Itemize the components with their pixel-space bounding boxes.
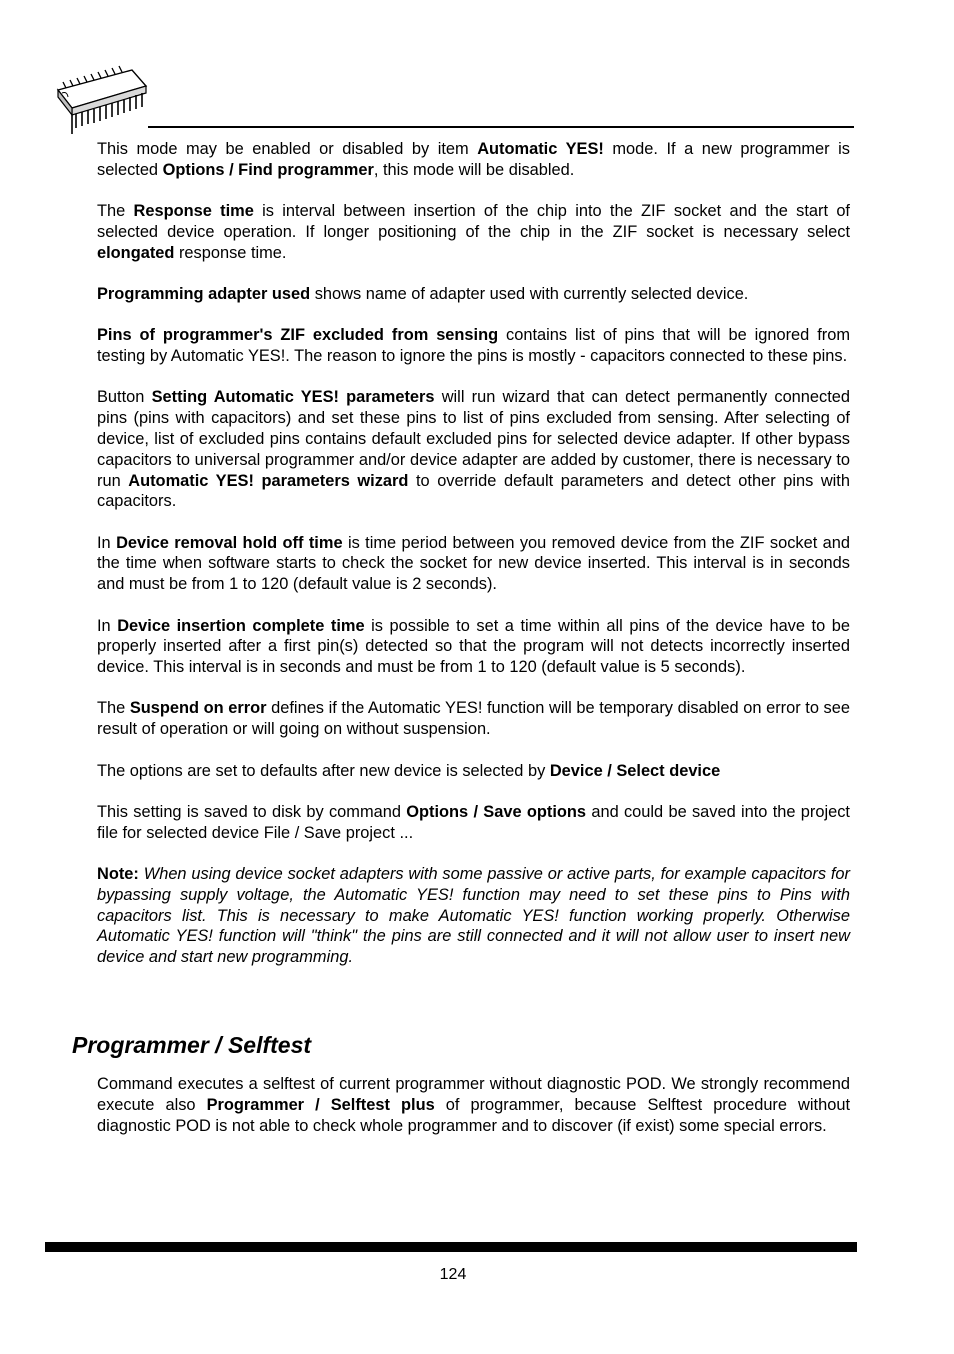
text-run: and could be saved into the project file for selected device File / Save project ... bbox=[97, 802, 850, 842]
bold-term: Note: bbox=[97, 864, 139, 883]
text-run: mode. If a new programmer is selected bbox=[97, 140, 850, 179]
header-rule bbox=[148, 126, 854, 128]
text-run: defines if the Automatic YES! function will be temporary disabled on error to see result of operation or will going on without suspension. bbox=[97, 699, 850, 739]
paragraph bbox=[97, 387, 850, 512]
bold-term: Device removal hold off time bbox=[116, 533, 343, 552]
body-text bbox=[97, 139, 850, 988]
bold-term: elongated bbox=[97, 243, 175, 262]
paragraph bbox=[97, 616, 850, 678]
text-run: is time period between you removed device from the ZIF socket and the time when software starts to check the socket for new device inserted. This interval is in seconds and must be from 1 to 120 (default value is 2 seconds). bbox=[97, 533, 850, 594]
paragraph bbox=[97, 139, 850, 181]
text-run: The options are set to defaults after new device is selected by bbox=[97, 761, 550, 780]
paragraph bbox=[97, 325, 850, 367]
paragraph bbox=[97, 1074, 850, 1136]
text-run: The bbox=[97, 699, 130, 718]
bold-term: Response time bbox=[133, 202, 254, 221]
bold-term: Programming adapter used bbox=[97, 284, 311, 303]
paragraph bbox=[97, 201, 850, 263]
paragraph bbox=[97, 802, 850, 844]
text-run: is interval between insertion of the chip into the ZIF socket and the start of selected device operation. If longer positioning of the chip in the ZIF socket is necessary select bbox=[97, 202, 850, 241]
text-run: Button bbox=[97, 388, 152, 407]
bold-term: Setting Automatic YES! parameters bbox=[151, 388, 435, 407]
text-run: response time. bbox=[174, 243, 287, 262]
bold-term: Suspend on error bbox=[129, 699, 267, 718]
text-run: will run wizard that can detect permanently connected pins (pins with capacitors) and set these pins to list of pins excluded from sensing. After selecting of device, list of excluded pins contains default excluded pins for selected device adapter. If other bypass capacitors to universal programmer and/or device adapter are added by customer, there is necessary to run bbox=[97, 388, 851, 490]
text-run: In bbox=[97, 616, 118, 635]
section-body-text bbox=[97, 1074, 850, 1157]
paragraph bbox=[97, 864, 850, 968]
bold-term: Options / Save options bbox=[406, 802, 587, 821]
text-run: of programmer, because Selftest procedure without diagnostic POD is not able to check whole programmer and to discover (if exist) some special errors. bbox=[97, 1095, 850, 1135]
text-run: , this mode will be disabled. bbox=[373, 160, 575, 179]
text-run: This mode may be enabled or disabled by item bbox=[97, 140, 478, 158]
footer-rule bbox=[45, 1242, 857, 1252]
paragraph bbox=[97, 284, 850, 305]
text-run: This setting is saved to disk by command bbox=[97, 802, 407, 821]
paragraph bbox=[97, 761, 850, 782]
bold-term: Options / Find programmer bbox=[162, 160, 374, 179]
bold-term: Device insertion complete time bbox=[117, 616, 365, 635]
text-run: Command executes a selftest of current programmer without diagnostic POD. We strongly recommend execute also bbox=[97, 1075, 850, 1114]
bold-term: Automatic YES! parameters wizard bbox=[128, 471, 409, 490]
section-heading: Programmer / Selftest bbox=[72, 1032, 312, 1058]
text-run: contains list of pins that will be ignored from testing by Automatic YES!. The reason to ignore the pins is mostly - capacitors connected to these pins. bbox=[97, 326, 850, 366]
bold-term: Automatic YES! bbox=[477, 140, 604, 158]
page-number: 124 bbox=[439, 1266, 467, 1283]
paragraph bbox=[97, 533, 850, 595]
text-run: shows name of adapter used with currently selected device. bbox=[310, 284, 749, 303]
paragraph bbox=[97, 698, 850, 740]
text-run: to override default parameters and detect other pins with capacitors. bbox=[97, 471, 850, 511]
dip-chip-icon bbox=[52, 62, 152, 136]
text-run: is possible to set a time within all pins of the device have to be properly inserted after a first pin(s) detected so that the program will not detects incorrectly inserted device. This interval is in seconds and must be from 1 to 120 (default value is 5 seconds). bbox=[97, 616, 850, 677]
text-run: The bbox=[97, 202, 134, 221]
text-run: In bbox=[97, 533, 117, 552]
bold-term: Pins of programmer's ZIF excluded from sensing bbox=[97, 326, 499, 345]
bold-term: Programmer / Selftest plus bbox=[206, 1095, 435, 1114]
bold-term: Device / Select device bbox=[549, 761, 721, 780]
italic-text: When using device socket adapters with some passive or active parts, for example capacitors for bypassing supply voltage, the Automatic YES! function may need to set these pins to Pins with capacitors list. This is necessary to make Automatic YES! function working properly. Otherwise Automatic YES! function will "think" the pins are still connected and it will not allow user to insert new device and start new programming. bbox=[97, 864, 851, 967]
